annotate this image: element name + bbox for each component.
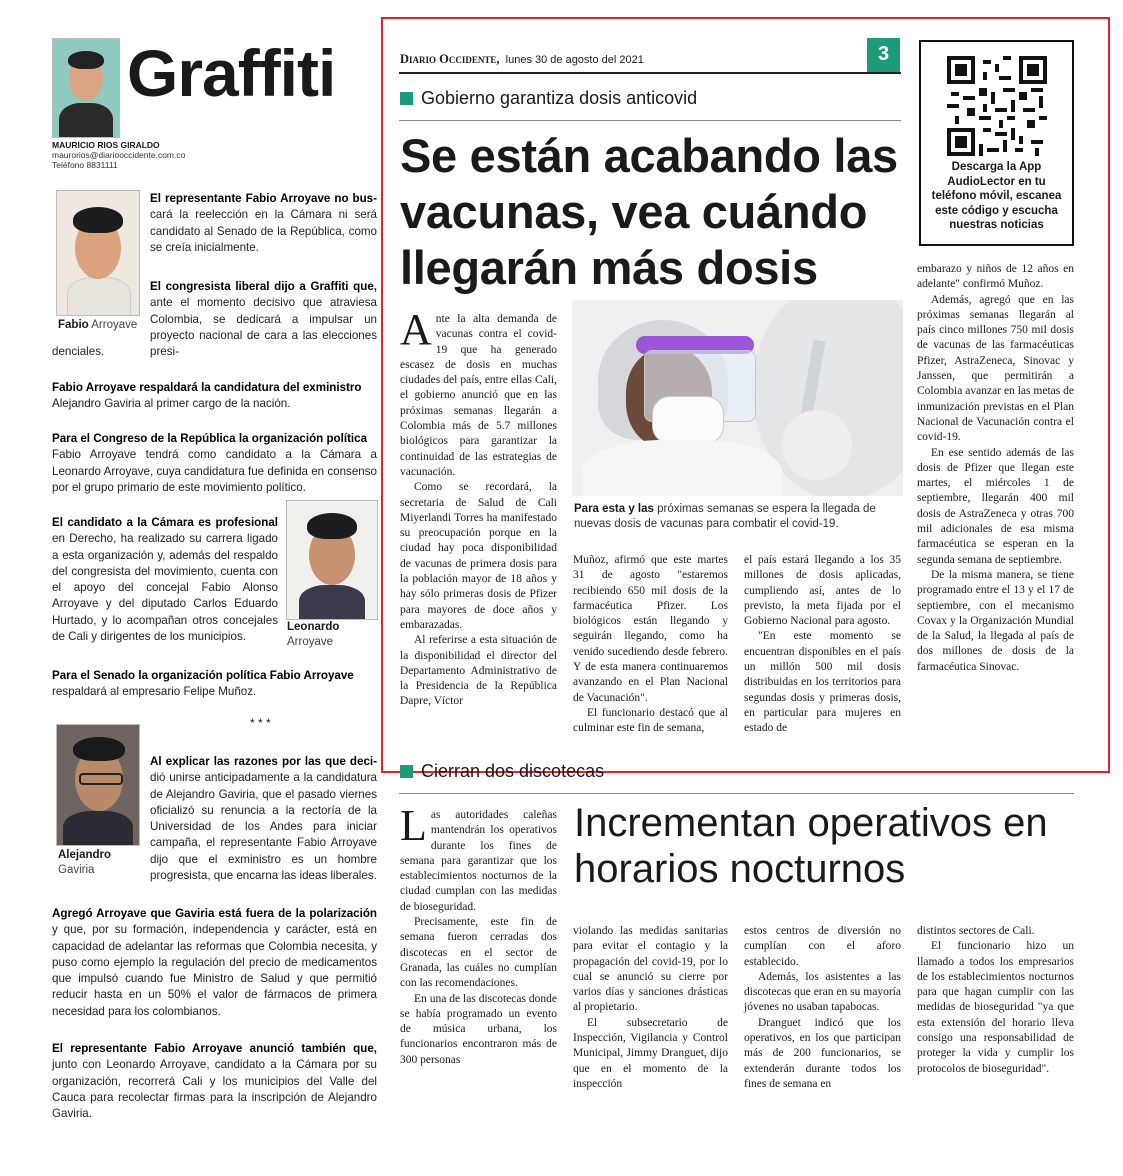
article1-title: Se están acabando las vacunas, vea cuándo llegarán más dosis: [400, 129, 898, 294]
header-rule: [399, 72, 901, 74]
graffiti-p4: Para el Congreso de la República la organización política Fabio Arroyave tendrá como candidato a la Cámara a Leonardo Arroyave, cuya candidatura fue definida en consenso por el grupo primario de este movimiento político.: [52, 432, 377, 494]
graffiti-p5: El candidato a la Cámara es profesional en Derecho, ha realizado su carrera ligado a esta organización y, además del respaldo del congresista del movimiento, cuenta con el apoyo del concejal Fabio Alonso Arroyave y del diputado Carlos Eduardo Hurtado, y lo acompañan otros concejales de Cali y dirigentes de los municipios.: [52, 516, 278, 644]
graffiti-p8: Agregó Arroyave que Gaviria está fuera de la polarización y que, por su formación, independencia y carácter, está en capacidad de adelantar las reformas que Colombia necesita, y puso como ejemplo la regulación del precio de medicamentos que impulsó cuando fue Ministro de Salud y que permitió reducir hasta en un 50% el valor de fármacos de primera necesidad para los colombianos.: [52, 907, 377, 1018]
qr-caption: Descarga la App AudioLector en tu teléfono móvil, escanea este código y escucha nuestras noticias: [931, 161, 1062, 231]
author-email[interactable]: maurorios@diariooccidente.com.co: [52, 150, 186, 160]
graffiti-p6: Para el Senado la organización política Fabio Arroyave respaldará al empresario Felipe Muñoz.: [52, 669, 354, 699]
caption-leonardo: Leonardo Arroyave: [287, 621, 340, 648]
article2-kicker: Cierran dos discotecas: [400, 761, 604, 782]
article1-col3: el país estará llegando a los 35 millones de dosis aplicadas, cumpliendo así, antes de lo previsto, la meta fijada por el Gobierno Nacional para agosto. "En este momento se encuentran disponibles en el país un millón 500 mil dosis distribuidas en los territorios para segundas dosis y primeras dosis, en particular para mujeres en estado de: [744, 554, 901, 735]
drop-cap: A: [400, 305, 432, 354]
fabio-arroyave-photo: [56, 190, 140, 316]
qr-box: [919, 40, 1074, 246]
masthead: Diario Occidente, lunes 30 de agosto del 2021: [400, 52, 644, 66]
author-phone: Teléfono 8831111: [52, 160, 118, 170]
graffiti-p2: El congresista liberal dijo a Graffiti que, ante el momento decisivo que atraviesa Colombia, se dedicará a impulsar un proyecto nacional de cara a las elecciones presi-: [150, 280, 377, 359]
graffiti-p7: Al explicar las razones por las que deci-dió unirse anticipadamente a la candidatura de Alejandro Gaviria, que el pasado viernes oficializó su renuncia a la rectoría de la Universidad de los Andes para iniciar campaña, el representante Fabio Arroyave dijo que el exministro es un hombre progresista, que encarna las ideas liberales.: [150, 755, 377, 883]
article1-col4: embarazo y niños de 12 años en adelante" confirmó Muñoz. Además, agregó que en las próximas semanas llegarán al país cinco millones 750 mil dosis de vacunas de las farmacéuticas Pfizer, AstraZeneca, Sinovac y Janssen, que permitirán a Colombia avanzar en las metas de inmunización previstas en el Plan Nacional de Vacunación contra el covid-19. En ese sentido además de las dosis de Pfizer que llegan este martes, el miércoles 1 de septiembre, llegarán 400 mil dosis de AstraZeneca y otras 700 mil adicionales de esa misma farmacéutica se esperan en la segunda semana de septiembre. De la misma manera, se tiene programado entre el 13 y el 17 de septiembre, con el mecanismo Covax y la Organización Mundial de la Salud, la llegada al país de dos millones de dosis de la farmacéutica Sinovac.: [917, 263, 1074, 673]
graffiti-p1: El representante Fabio Arroyave no bus-cará la reelección en la Cámara ni será candidato al Senado de la República, como se creía inicialmente.: [150, 192, 377, 254]
kicker-rule: [399, 120, 901, 121]
article2-col3: estos centros de diversión no cumplían con el aforo establecido. Además, los asistentes a las discotecas que eran en su mayoría jóvenes no usaban tapabocas. Dranguet indicó que los operativos, en los que participan más de 200 funcionarios, se extenderán durante todos los fines de semana en: [744, 925, 901, 1090]
drop-cap-2: L: [400, 801, 427, 850]
article2-rule: [399, 793, 1074, 794]
article2-col2: violando las medidas sanitarias para evitar el contagio y la propagación del covid-19, por lo cual se anunció su cierre por varios días y sanciones drásticas al propietario. El subsecretario de Inspección, Vigilancia y Control Municipal, Jimmy Dranguet, dijo que en el momento de la inspección: [573, 925, 728, 1090]
leonardo-arroyave-photo: [286, 500, 378, 620]
page-number: 3: [867, 38, 900, 72]
graffiti-p2-end: denciales.: [52, 345, 105, 358]
graffiti-brand: Graffiti: [127, 36, 336, 110]
qr-code-icon[interactable]: [947, 56, 1047, 156]
alejandro-gaviria-photo: [56, 724, 140, 846]
article1-col2: Muñoz, afirmó que este martes 31 de agosto "estaremos recibiendo 650 mil dosis de la farmacéutica Pfizer. Los biológicos están llegando y seguirán llegando, como ha venido sucediendo desde febrero. Y de esta manera continuaremos avanzando en el Plan Nacional de Vacunación". El funcionario destacó que al culminar este fin de semana,: [573, 554, 728, 735]
author-name: MAURICIO RIOS GIRALDO: [52, 140, 160, 150]
article1-col1: Ante la alta demanda de vacunas contra el covid-19 que ha generado escasez de dosis en muchas ciudades del país, entre ellas Cali, el gobierno anunció que en las próximas semanas llegarán a Colombia más de 5.7 millones biológicos para garantizar la continuidad de las estrategias de vacunación. Como se recordará, la secretaria de Salud de Cali Miyerlandi Torres ha manifestado su preocupación porque en la ciudad hay poca disponibilidad de vacunas de primera dosis para la población mayor de 18 años y hay sólo primeras dosis de Pfizer para mayores de doce años y embarazadas. Al referirse a esta situación de la disponibilidad el director del Departamento Administrativo de la Presidencia de la República Dapre, Víctor: [400, 305, 557, 708]
kicker2-square-icon: [400, 765, 413, 778]
caption-alejandro: Alejandro Gaviria: [58, 849, 112, 876]
graffiti-p9: El representante Fabio Arroyave anunció también que, junto con Leonardo Arroyave, candidato a la Cámara por su organización, recorrerá Cali y los municipios del Valle del Cauca para recolectar firmas para la inscripción de Alejandro Gaviria.: [52, 1042, 377, 1121]
caption-fabio: Fabio Arroyave: [58, 319, 138, 331]
vaccine-photo: [572, 300, 903, 496]
article2-col1: Las autoridades caleñas mantendrán los operativos durante los fines de semana para garantizar que los establecimientos nocturnos de la ciudad cumplan con las medidas de bioseguridad. Precisamente, este fin de semana fueron cerradas dos discotecas en el sector de Granada, las cuáles no cumplían con las recomendaciones. En una de las discotecas donde se había programado un evento de música urbana, los funcionarios encontraron más de 300 personas: [400, 801, 557, 1066]
separator-stars: * * *: [250, 716, 271, 730]
author-photo: [52, 38, 120, 138]
article2-title: Incrementan operativos en horarios nocturnos: [574, 801, 1048, 891]
graffiti-p3: Fabio Arroyave respaldará la candidatura del exministro Alejandro Gaviria al primer cargo de la nación.: [52, 381, 362, 411]
article2-col4: distintos sectores de Cali. El funcionario hizo un llamado a todos los empresarios de los establecimientos nocturnos para que hagan cumplir con las medidas de bioseguridad "ya que esta extensión del horario lleva consigo una responsabilidad de proteger la vida y cumplir los protocolos de bioseguridad".: [917, 925, 1074, 1075]
article1-kicker: Gobierno garantiza dosis anticovid: [400, 88, 697, 109]
photo-caption: Para esta y las próximas semanas se espera la llegada de nuevas dosis de vacunas para combatir el covid-19.: [574, 503, 876, 530]
kicker-square-icon: [400, 92, 413, 105]
header-date: lunes 30 de agosto del 2021: [505, 54, 644, 66]
